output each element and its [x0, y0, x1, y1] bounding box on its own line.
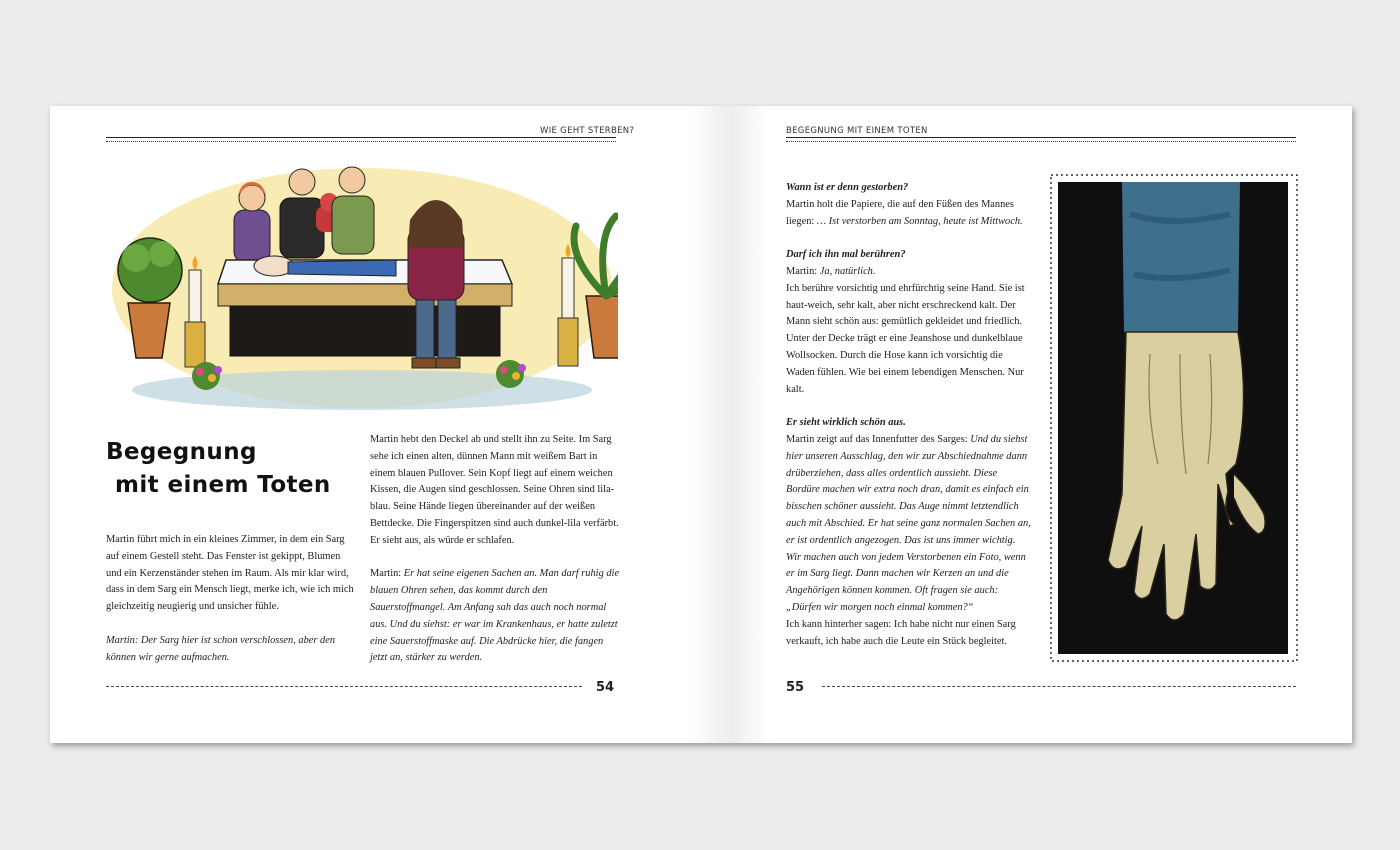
header-dots-left — [106, 141, 616, 142]
hand-illustration — [1050, 174, 1298, 662]
speech-text: Ja, natürlich. — [819, 265, 876, 277]
speech-text: Er hat seine eigenen Sachen an. Man darf ruhig die blauen Ohren sehen, das kommt durch den Sauerstoffmangel. Am Anfang sah das auch noch normal aus. Und du siehst: er war im Krankenhaus, er hatte zuletzt eine Sauerstoffmaske auf. Die Abdrücke hier, die fangen jetzt an, stärker zu werden. — [370, 568, 620, 664]
body-paragraph: Martin führt mich in ein kleines Zimmer, in dem ein Sarg auf einem Gestell steht. Das Fenster ist gekippt, Blumen und ein Kerzenständer stehen im Raum. Als mir klar wird, dass in dem Sarg ein Mensch liegt, merke ich, wie ich mich gleichzeitig neugierig und unsicher fühle. — [106, 534, 354, 613]
speaker-label: Martin: — [370, 568, 402, 580]
header-rule-right — [786, 137, 1296, 138]
question: Er sieht wirklich schön aus. — [786, 417, 906, 429]
running-head-left: WIE GEHT STERBEN? — [540, 126, 635, 136]
chapter-title — [106, 436, 331, 502]
title-line-1: Begegnung — [106, 439, 257, 465]
body-paragraph — [786, 197, 1032, 231]
running-head-right: BEGEGNUNG MIT EINEM TOTEN — [786, 126, 928, 136]
question: Darf ich ihn mal berühren? — [786, 249, 906, 261]
dialogue-paragraph — [786, 264, 1032, 281]
left-column-1 — [106, 532, 354, 666]
quoted-text: Und du siehst hier unseren Ausschlag, den wir zur Abschiednahme dann drüberziehen, dass alles ordentlich aussieht. Diese Bordüre machen wir extra noch dran, damit es einfach ein bisschen schöner aussieht. Das Auge nimmt letztendlich auch mit Abschied. Er hat seine ganz normalen Sachen an, er ist ordentlich angezogen. Das ist uns immer wichtig. Wir machen auch von jedem Verstorbenen ein Foto, wenn er im Sarg liegt. Dann machen wir Kerzen an und die Angehörigen können kommen. Oft fragen sie auch: „Dürfen wir morgen noch einmal kommen?“ — [786, 433, 1031, 613]
body-text: Martin zeigt auf das Innenfutter des Sarges: — [786, 433, 971, 445]
body-paragraph: Martin hebt den Deckel ab und stellt ihn zu Seite. Im Sarg sehe ich einen alten, dünnen Mann mit weißem Bart in einem blauen Pullover. Sein Kopf liegt auf einem weichen Kissen, die Augen sind geschlossen. Seine Ohren sind lila-blau. Seine Hände liegen übereinander auf der weißen Bettdecke. Die Fingerspitzen sind auch dunkel-lila verfärbt. Er sieht aus, als würde er schlafen. — [370, 434, 619, 546]
dialogue-paragraph: Martin: Der Sarg hier ist schon verschlossen, aber den können wir gerne aufmachen. — [106, 634, 336, 663]
book-gutter — [690, 106, 770, 743]
quoted-text: … Ist verstorben am Sonntag, heute ist Mittwoch. — [816, 215, 1023, 227]
body-paragraph: Ich berühre vorsichtig und ehrfürchtig seine Hand. Sie ist haut-weich, sehr kalt, aber nicht erschreckend kalt. Der Mann sieht schön aus: gemütlich gekleidet und friedlich. Unter der Decke trägt er eine Jeanshose und dunkelblaue Wollsocken. Durch die Hose kann ich vorsichtig die Waden fühlen. Wie bei einem lebendigen Menschen. Nur kalt. — [786, 282, 1025, 395]
page-number-left: 54 — [596, 680, 615, 695]
footer-dash-right — [822, 686, 1296, 687]
header-dots-right — [786, 141, 1296, 142]
left-column-2 — [370, 432, 620, 667]
body-paragraph — [786, 432, 1032, 617]
speaker-label: Martin: — [786, 265, 818, 277]
book-spread — [50, 106, 1352, 743]
right-column — [786, 180, 1032, 650]
body-paragraph: Ich kann hinterher sagen: Ich habe nicht nur einen Sarg verkauft, ich habe auch die Leute ein Stück begleitet. — [786, 618, 1016, 647]
page-number-right: 55 — [786, 680, 805, 695]
body-text: Martin holt die Papiere, die auf den Füßen des Mannes liegen: — [786, 198, 1014, 227]
dialogue-paragraph — [370, 566, 620, 667]
coffin-illustration — [106, 158, 618, 414]
footer-dash-left — [106, 686, 582, 687]
header-rule-left — [106, 137, 616, 138]
question: Wann ist er denn gestorben? — [786, 182, 909, 193]
title-line-2: mit einem Toten — [115, 472, 331, 498]
